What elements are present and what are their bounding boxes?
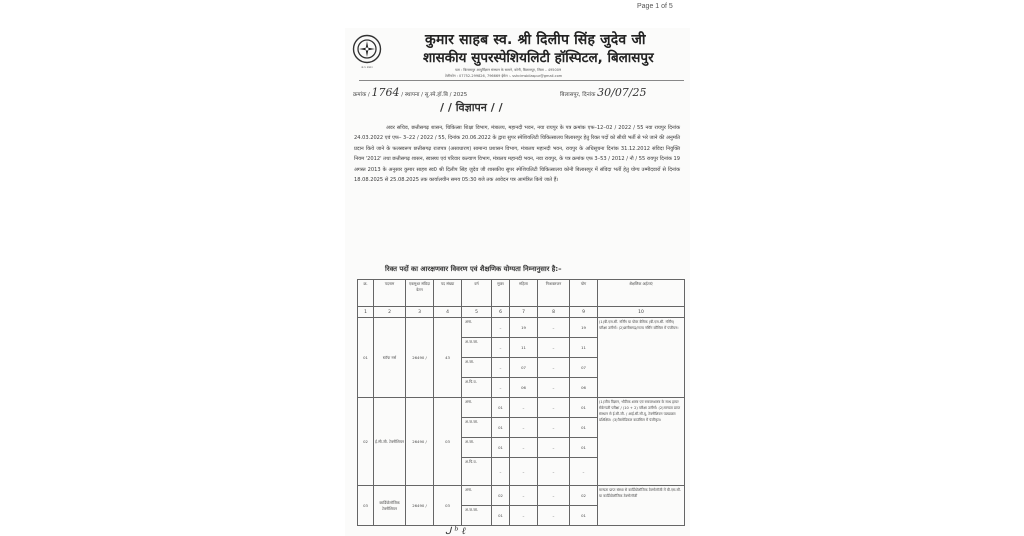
cell-disabled: – [538,458,570,486]
reference-suffix: / स्थापना / सु.स्पे.हॉ.बि / 2025 [401,92,468,98]
cell-total: 19 [570,318,598,338]
header-women: महिला [510,280,538,307]
col-num: 7 [510,307,538,318]
cell-count: 03 [434,398,462,486]
cell-open: 01 [492,438,510,458]
col-num: 1 [358,307,374,318]
handwritten-signature-mark: ᒍ ᵇ ℓ [445,526,466,536]
cell-post: स्टॉफ नर्स [374,318,406,398]
cell-salary: 26490 / [406,486,434,526]
cell-category: अना. [462,318,492,338]
col-num: 4 [434,307,462,318]
col-num: 9 [570,307,598,318]
table-row [358,486,685,506]
table-row [358,398,685,418]
cell-women: – [510,438,538,458]
header-disabled: निःशक्तजन [538,280,570,307]
col-num: 5 [462,307,492,318]
column-number-row [358,307,685,318]
hospital-emblem-icon [352,34,382,64]
col-num: 2 [374,307,406,318]
header-salary: एकमुश्त संविदा वेतन [406,280,434,307]
place-date [560,86,647,99]
col-num: 8 [538,307,570,318]
cell-women: 19 [510,318,538,338]
cell-category: अ.ज.जा. [462,338,492,358]
hospital-name-line1: कुमार साहब स्व. श्री दिलीप सिंह जुदेव जी [425,32,646,48]
logo-caption: छ.ग. शासन [361,66,373,69]
cell-open: 01 [492,418,510,438]
header-sno: क्र. [358,280,374,307]
cell-sno: 03 [358,486,374,526]
cell-category: अ.पि.व. [462,378,492,398]
cell-qualification: (1)बी.एस.सी. नर्सिंग या पोस्ट बेसिक (बी.एस.सी. नर्सिंग) परीक्षा उत्तीर्ण। (2)छत्तीसगढ़/राज्य नर्सिंग कौंसिल में पंजीयन। [598,318,685,398]
cell-open: – [492,338,510,358]
header-post: पदनाम [374,280,406,307]
cell-disabled: – [538,438,570,458]
cell-post: कार्डियोलॉजिक टेक्नीशियन [374,486,406,526]
cell-salary: 26490 / [406,318,434,398]
hospital-contact: टेलीफोन : 07752-299826, 796669 ईमेल :- sshcimsbilaspur@gmail.com [445,74,563,78]
cell-women: – [510,458,538,486]
table-header-row [358,280,685,307]
cell-salary: 26490 / [406,398,434,486]
cell-disabled: – [538,486,570,506]
cell-category: अ.जा. [462,438,492,458]
col-num: 3 [406,307,434,318]
document-page [345,28,690,536]
cell-women: 11 [510,338,538,358]
hospital-name-line2: शासकीय सुपरस्पेशियलिटी हॉस्पिटल, बिलासपुर [423,50,654,66]
handwritten-date: 30/07/25 [597,86,647,99]
cell-category: अना. [462,398,492,418]
cell-open: – [492,378,510,398]
cell-count: 43 [434,318,462,398]
cell-women: – [510,486,538,506]
header-qualification: शैक्षणिक अर्हताएं [598,280,685,307]
table-heading: रिक्त पदों का आरक्षणवार विवरण एवं शैक्षणिक योग्यता निम्नानुसार है:– [385,265,562,273]
header-open: मुक्त [492,280,510,307]
cell-total: 01 [570,438,598,458]
cell-open: – [492,458,510,486]
cell-disabled: – [538,418,570,438]
cell-open: – [492,358,510,378]
col-num: 10 [598,307,685,318]
reference-number [353,86,467,99]
reference-prefix: क्रमांक / [353,92,370,98]
cell-total: 06 [570,378,598,398]
cell-women: 07 [510,358,538,378]
cell-category: अ.ज.जा. [462,506,492,526]
cell-qualification: मान्यता प्राप्त संस्था से कार्डियोलॉजिक टेक्नोलॉजी में बी.एस.सी. या कार्डियोलॉजिक टेक्नोलॉजी [598,486,685,526]
notice-paragraph: अवर सचिव, छत्तीसगढ़ शासन, चिकित्सा शिक्षा विभाग, मंत्रालय, महानदी भवन, नया रायपुर के पत्र क्रमांक एफ–12–02 / 2022 / 55 नवा रायपुर दिनांक 24.03.2022 एवं एफ– 3–22 / 2022 / 55, दिनांक 20.06.2022 के द्वारा सुपर स्पेशियलिटी चिकित्सालय बिलासपुर हेतु रिक्त पदों को सीधी भर्ती से भरे जाने की अनुमति प्रदान किये जाने के फलस्वरूप छत्तीसगढ़ राजपत्र (असाधारण) सामान्य प्रशासन विभाग, मंत्रालय महानदी भवन, रायपुर के अधिसूचना दिनांक 31.12.2012 संविदा नियुक्ति नियम '2012' तथा छत्तीसगढ़ शासन, स्वास्थ्य एवं परिवार कल्याण विभाग, मंत्रालय महानदी भवन, नवा रायपुर, के पत्र क्रमांक एफ 3–53 / 2012 / नौ / 55 रायपुर दिनांक 19 अगस्त 2013 के अनुसार कुमार साहब स्व0 श्री दिलीप सिंह जुदेव जी शासकीय सुपर स्पेशियलिटी चिकित्सालय कोनी बिलासपुर में संविदा भर्ती हेतु योग्य उम्मीदवारों से दिनांक 18.08.2025 से 25.08.2025 तक कार्यालयीन समय 05:30 बजे तक आवेदन पत्र आमंत्रित किये जाते हैं। [354,125,680,184]
cell-category: अ.जा. [462,358,492,378]
cell-disabled: – [538,398,570,418]
page-indicator: Page 1 of 5 [637,3,673,10]
cell-total: 01 [570,418,598,438]
cell-women: 06 [510,378,538,398]
header-category: वर्ग [462,280,492,307]
cell-category: अ.पि.व. [462,458,492,486]
table-row [358,318,685,338]
cell-disabled: – [538,318,570,338]
header-count: पद संख्या [434,280,462,307]
cell-total: 11 [570,338,598,358]
col-num: 6 [492,307,510,318]
cell-disabled: – [538,358,570,378]
cell-category: अ.ज.जा. [462,418,492,438]
reference-handwritten-number: 1764 [371,86,400,99]
cell-sno: 01 [358,318,374,398]
cell-disabled: – [538,338,570,358]
cell-total: 02 [570,486,598,506]
notice-body [354,123,680,185]
cell-total: 07 [570,358,598,378]
cell-qualification: (1)जीव विज्ञान, भौतिक शास्त्र एवं रसायनशास्त्र के साथ हायर सेकेण्डरी परीक्षा / (10 + 2) परीक्षा उत्तीर्ण। (2)मान्यता प्राप्त संस्थान से ई.सी.जी. / आई.सी.सी.यू. टेक्नीशियन पाठ्यक्रम प्रशिक्षित। (3)पैरामेडिकल काउंसिल में पंजीकृत। [598,398,685,486]
cell-post: ई.सी.जी. टेक्नीशियन [374,398,406,486]
cell-disabled: – [538,506,570,526]
notice-title: / / विज्ञापन / / [440,101,503,114]
place-label: बिलासपुर, दिनांक [560,92,596,98]
cell-women: – [510,506,538,526]
cell-count: 03 [434,486,462,526]
hospital-address: पता : बिलासपुर आयुर्विज्ञान संस्थान के सामने, कोनी, बिलासपुर, जिला – 495009 [455,68,562,72]
cell-total: – [570,458,598,486]
header-total: योग [570,280,598,307]
cell-open: – [492,318,510,338]
cell-total: 01 [570,506,598,526]
header-divider [359,80,684,81]
cell-sno: 02 [358,398,374,486]
cell-open: 01 [492,398,510,418]
cell-category: अना. [462,486,492,506]
cell-disabled: – [538,378,570,398]
cell-open: 01 [492,506,510,526]
cell-women: – [510,398,538,418]
cell-open: 02 [492,486,510,506]
vacancy-table [357,279,685,526]
cell-women: – [510,418,538,438]
cell-total: 01 [570,398,598,418]
